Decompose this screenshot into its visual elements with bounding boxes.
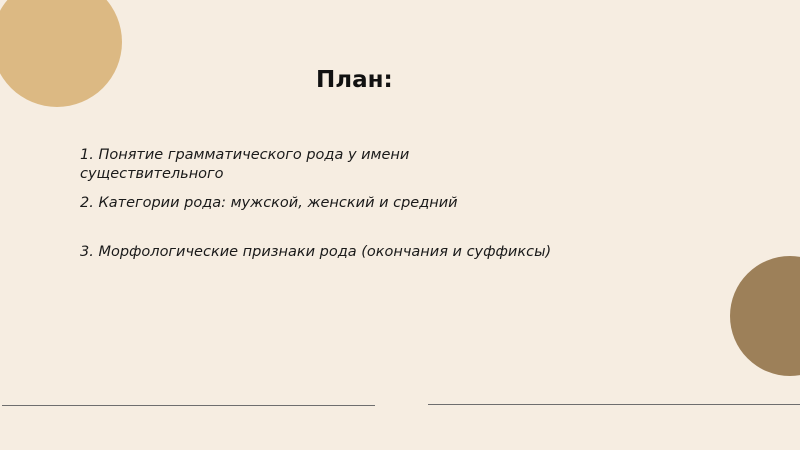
divider-left xyxy=(2,405,375,406)
plan-item-2: 2. Категории рода: мужской, женский и средний xyxy=(80,195,458,211)
divider-right xyxy=(428,404,800,405)
slide-title: План: xyxy=(316,67,393,93)
plan-item-3: 3. Морфологические признаки рода (окончания и суффиксы) xyxy=(80,244,552,260)
decorative-circle-right xyxy=(730,256,800,376)
plan-item-1: 1. Понятие грамматического рода у имени существительного xyxy=(80,147,410,182)
decorative-circle-top-left xyxy=(0,0,122,107)
